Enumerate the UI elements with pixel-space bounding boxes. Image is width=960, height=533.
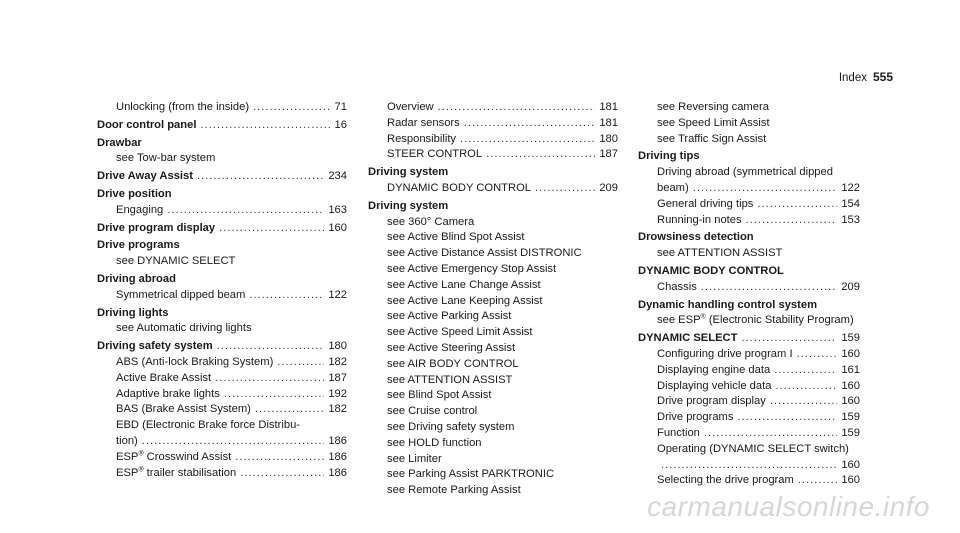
- index-entry: [638, 165, 860, 181]
- index-entry: [368, 373, 618, 389]
- dot-leader: [197, 169, 324, 185]
- page-header: [839, 70, 893, 84]
- index-entry: [97, 434, 347, 450]
- dot-leader: [253, 100, 330, 116]
- entry-text: Function: [657, 426, 700, 439]
- entry-text: STEER CONTROL: [387, 148, 483, 161]
- index-column-2: [368, 100, 618, 499]
- index-entry: [638, 394, 860, 410]
- entry-text: Driving tips: [638, 150, 700, 163]
- entry-text: see Active Steering Assist: [387, 341, 516, 354]
- entry-text: see Active Speed Limit Assist: [387, 326, 533, 339]
- dot-leader: [798, 473, 838, 489]
- entry-text: see HOLD function: [387, 436, 482, 449]
- dot-leader: [737, 410, 837, 426]
- section-label: Index: [838, 72, 867, 84]
- index-heading: [97, 306, 347, 322]
- entry-text: see DYNAMIC SELECT: [116, 255, 236, 268]
- page-ref: 16: [334, 118, 347, 131]
- entry-text: Adaptive brake lights: [116, 387, 220, 400]
- entry-text: see Active Lane Keeping Assist: [387, 294, 543, 307]
- index-heading: [638, 298, 860, 314]
- index-entry: [368, 262, 618, 278]
- dot-leader: [277, 355, 324, 371]
- page-ref: 159: [841, 411, 860, 424]
- entry-text: General driving tips: [657, 197, 754, 210]
- page-ref: 209: [599, 181, 618, 194]
- index-entry: [638, 442, 860, 458]
- dot-leader: [704, 426, 837, 442]
- entry-text: Driving abroad: [97, 272, 176, 285]
- entry-text: see Active Blind Spot Assist: [387, 231, 525, 244]
- page-number: 555: [872, 70, 893, 84]
- entry-text: tion): [116, 434, 138, 447]
- dot-leader: [200, 118, 330, 134]
- page-ref: 234: [328, 170, 347, 183]
- index-heading: [638, 149, 860, 165]
- dot-leader: [249, 288, 324, 304]
- entry-text: ESP® trailer stabilisation: [116, 465, 237, 479]
- page-ref: 163: [328, 203, 347, 216]
- page-ref: 122: [841, 181, 860, 194]
- dot-leader: [757, 197, 837, 213]
- index-entry: [638, 213, 860, 229]
- index-entry: [368, 452, 618, 468]
- entry-text: Responsibility: [387, 132, 457, 145]
- entry-text: see Cruise control: [387, 405, 478, 418]
- index-entry: [97, 321, 347, 337]
- dot-leader: [535, 181, 595, 197]
- entry-text: Drowsiness detection: [638, 231, 754, 244]
- index-entry: [368, 278, 618, 294]
- index-entry: [638, 246, 860, 262]
- page-ref: 187: [599, 148, 618, 161]
- index-heading: [97, 118, 347, 134]
- entry-text: see Limiter: [387, 452, 442, 465]
- entry-text: Driving abroad (symmetrical dipped: [657, 166, 833, 179]
- index-entry: [368, 215, 618, 231]
- page-ref: 160: [841, 474, 860, 487]
- page-ref: 186: [328, 466, 347, 479]
- entry-text: Radar sensors: [387, 116, 460, 129]
- entry-text: Displaying engine data: [657, 363, 771, 376]
- index-column-3: [638, 100, 860, 489]
- entry-text: Driving system: [368, 199, 449, 212]
- index-entry: [368, 100, 618, 116]
- entry-text: BAS (Brake Assist System): [116, 403, 251, 416]
- index-entry: [638, 379, 860, 395]
- entry-text: Unlocking (from the inside): [116, 101, 250, 113]
- page-ref: 187: [328, 371, 347, 384]
- dot-leader: [255, 402, 324, 418]
- index-entry: [97, 355, 347, 371]
- dot-leader: [464, 116, 596, 132]
- index-entry: [97, 402, 347, 418]
- entry-text: see ESP® (Electronic Stability Program): [657, 313, 854, 327]
- entry-text: Displaying vehicle data: [657, 379, 772, 392]
- dot-leader: [775, 379, 837, 395]
- index-heading: [97, 272, 347, 288]
- entry-text: see Automatic driving lights: [116, 322, 252, 335]
- entry-text: Drive position: [97, 187, 172, 200]
- index-entry: [638, 458, 860, 474]
- dot-leader: [746, 213, 838, 229]
- dot-leader: [486, 147, 595, 163]
- index-entry: [368, 116, 618, 132]
- page-ref: 160: [328, 221, 347, 234]
- dot-leader: [797, 347, 838, 363]
- index-entry: [97, 418, 347, 434]
- entry-text: see Tow-bar system: [116, 152, 216, 165]
- index-entry: [368, 404, 618, 420]
- index-entry: [368, 230, 618, 246]
- index-entry: [97, 254, 347, 270]
- index-entry: [368, 341, 618, 357]
- watermark: carmanualsonline.info: [647, 491, 930, 522]
- index-entry: [638, 116, 860, 132]
- index-entry: [638, 426, 860, 442]
- index-entry: [368, 388, 618, 404]
- index-entry: [97, 151, 347, 167]
- entry-text: DYNAMIC BODY CONTROL: [638, 264, 784, 277]
- page-ref: 71: [334, 101, 347, 113]
- page-ref: 154: [841, 197, 860, 210]
- dot-leader: [224, 387, 324, 403]
- index-entry: [638, 100, 860, 116]
- entry-text: beam): [657, 181, 689, 194]
- index-entry: [638, 473, 860, 489]
- index-heading: [97, 339, 347, 355]
- entry-text: Configuring drive program I: [657, 347, 793, 360]
- index-heading: [97, 221, 347, 237]
- index-entry: [368, 294, 618, 310]
- entry-text: see AIR BODY CONTROL: [387, 357, 519, 370]
- index-entry: [638, 363, 860, 379]
- index-heading: [97, 238, 347, 254]
- page-ref: 159: [841, 426, 860, 439]
- index-heading: [97, 169, 347, 185]
- index-entry: [638, 347, 860, 363]
- entry-text: Active Brake Assist: [116, 371, 212, 384]
- index-entry: [368, 325, 618, 341]
- entry-text: Running-in notes: [657, 213, 742, 226]
- entry-text: see Remote Parking Assist: [387, 484, 521, 497]
- index-entry: [368, 246, 618, 262]
- entry-text: Overview: [387, 101, 434, 113]
- dot-leader: [142, 434, 325, 450]
- dot-leader: [661, 458, 837, 474]
- page-ref: 161: [841, 363, 860, 376]
- page-ref: 180: [599, 132, 618, 145]
- page-ref: 182: [328, 403, 347, 416]
- entry-text: DYNAMIC BODY CONTROL: [387, 181, 532, 194]
- page-ref: 182: [328, 355, 347, 368]
- index-entry: [97, 387, 347, 403]
- index-entry: [368, 436, 618, 452]
- index-entry: [368, 483, 618, 499]
- entry-text: Drive Away Assist: [97, 170, 193, 183]
- entry-text: Symmetrical dipped beam: [116, 288, 246, 301]
- index-entry: [638, 313, 860, 329]
- dot-leader: [770, 394, 838, 410]
- page-ref: 122: [328, 288, 347, 301]
- index-entry: [368, 467, 618, 483]
- entry-text: Drive program display: [97, 221, 216, 234]
- entry-text: Dynamic handling control system: [638, 298, 818, 311]
- entry-text: Drawbar: [97, 136, 142, 149]
- entry-text: Drive programs: [97, 239, 180, 252]
- index-entry: [97, 450, 347, 466]
- index-entry: [97, 203, 347, 219]
- index-entry: [368, 420, 618, 436]
- dot-leader: [219, 221, 324, 237]
- page-ref: 153: [841, 213, 860, 226]
- entry-text: see ATTENTION ASSIST: [387, 373, 513, 386]
- entry-text: ESP® Crosswind Assist: [116, 450, 232, 463]
- index-heading: [97, 136, 347, 152]
- dot-leader: [693, 181, 838, 197]
- page-ref: 181: [599, 116, 618, 129]
- index-heading: [368, 199, 618, 215]
- entry-text: see Active Emergency Stop Assist: [387, 262, 557, 275]
- page-ref: 186: [328, 434, 347, 447]
- entry-text: see Speed Limit Assist: [657, 116, 770, 129]
- index-entry: [368, 181, 618, 197]
- entry-text: Driving safety system: [97, 340, 213, 353]
- dot-leader: [774, 363, 837, 379]
- page-ref: 160: [841, 395, 860, 408]
- entry-text: Engaging: [116, 203, 164, 216]
- entry-text: Drive programs: [657, 411, 734, 424]
- entry-text: Operating (DYNAMIC SELECT switch): [657, 442, 849, 455]
- entry-text: Drive program display: [657, 395, 766, 408]
- page-ref: 180: [328, 340, 347, 353]
- entry-text: see Reversing camera: [657, 101, 769, 113]
- entry-text: Driving system: [368, 166, 449, 179]
- index-heading: [97, 187, 347, 203]
- entry-text: ABS (Anti-lock Braking System): [116, 355, 274, 368]
- index-heading: [638, 230, 860, 246]
- entry-text: Selecting the drive program: [657, 474, 794, 487]
- dot-leader: [240, 466, 324, 482]
- index-entry: [97, 371, 347, 387]
- index-entry: [638, 181, 860, 197]
- dot-leader: [217, 339, 325, 355]
- entry-text: see Parking Assist PARKTRONIC: [387, 468, 555, 481]
- entry-text: EBD (Electronic Brake force Distribu-: [116, 419, 301, 432]
- page-ref: 209: [841, 280, 860, 293]
- entry-text: DYNAMIC SELECT: [638, 332, 738, 345]
- page-ref: 181: [599, 101, 618, 113]
- dot-leader: [460, 132, 595, 148]
- page-ref: 160: [841, 458, 860, 471]
- page-ref: 186: [328, 450, 347, 463]
- index-entry: [638, 132, 860, 148]
- page-ref: 160: [841, 379, 860, 392]
- entry-text: see Active Parking Assist: [387, 310, 512, 323]
- dot-leader: [741, 331, 837, 347]
- page-ref: 192: [328, 387, 347, 400]
- entry-text: Driving lights: [97, 306, 169, 319]
- page-ref: 159: [841, 332, 860, 345]
- dot-leader: [438, 100, 596, 116]
- index-column-1: [97, 100, 347, 481]
- index-heading: [638, 331, 860, 347]
- index-entry: [97, 288, 347, 304]
- dot-leader: [701, 280, 838, 296]
- index-entry: [368, 132, 618, 148]
- index-heading: [638, 264, 860, 280]
- dot-leader: [235, 450, 324, 466]
- page-ref: 160: [841, 347, 860, 360]
- index-entry: [638, 410, 860, 426]
- index-entry: [368, 309, 618, 325]
- index-entry: [638, 280, 860, 296]
- entry-text: Chassis: [657, 280, 697, 293]
- dot-leader: [215, 371, 324, 387]
- index-entry: [368, 147, 618, 163]
- index-entry: [97, 466, 347, 482]
- entry-text: see Blind Spot Assist: [387, 389, 492, 402]
- entry-text: see Driving safety system: [387, 420, 515, 433]
- index-entry: [368, 357, 618, 373]
- entry-text: see Active Lane Change Assist: [387, 278, 541, 291]
- index-entry: [97, 100, 347, 116]
- dot-leader: [167, 203, 324, 219]
- entry-text: see 360° Camera: [387, 215, 475, 228]
- entry-text: see Active Distance Assist DISTRONIC: [387, 247, 582, 260]
- entry-text: see ATTENTION ASSIST: [657, 247, 783, 260]
- entry-text: see Traffic Sign Assist: [657, 132, 767, 145]
- entry-text: Door control panel: [97, 118, 197, 131]
- index-entry: [638, 197, 860, 213]
- index-heading: [368, 165, 618, 181]
